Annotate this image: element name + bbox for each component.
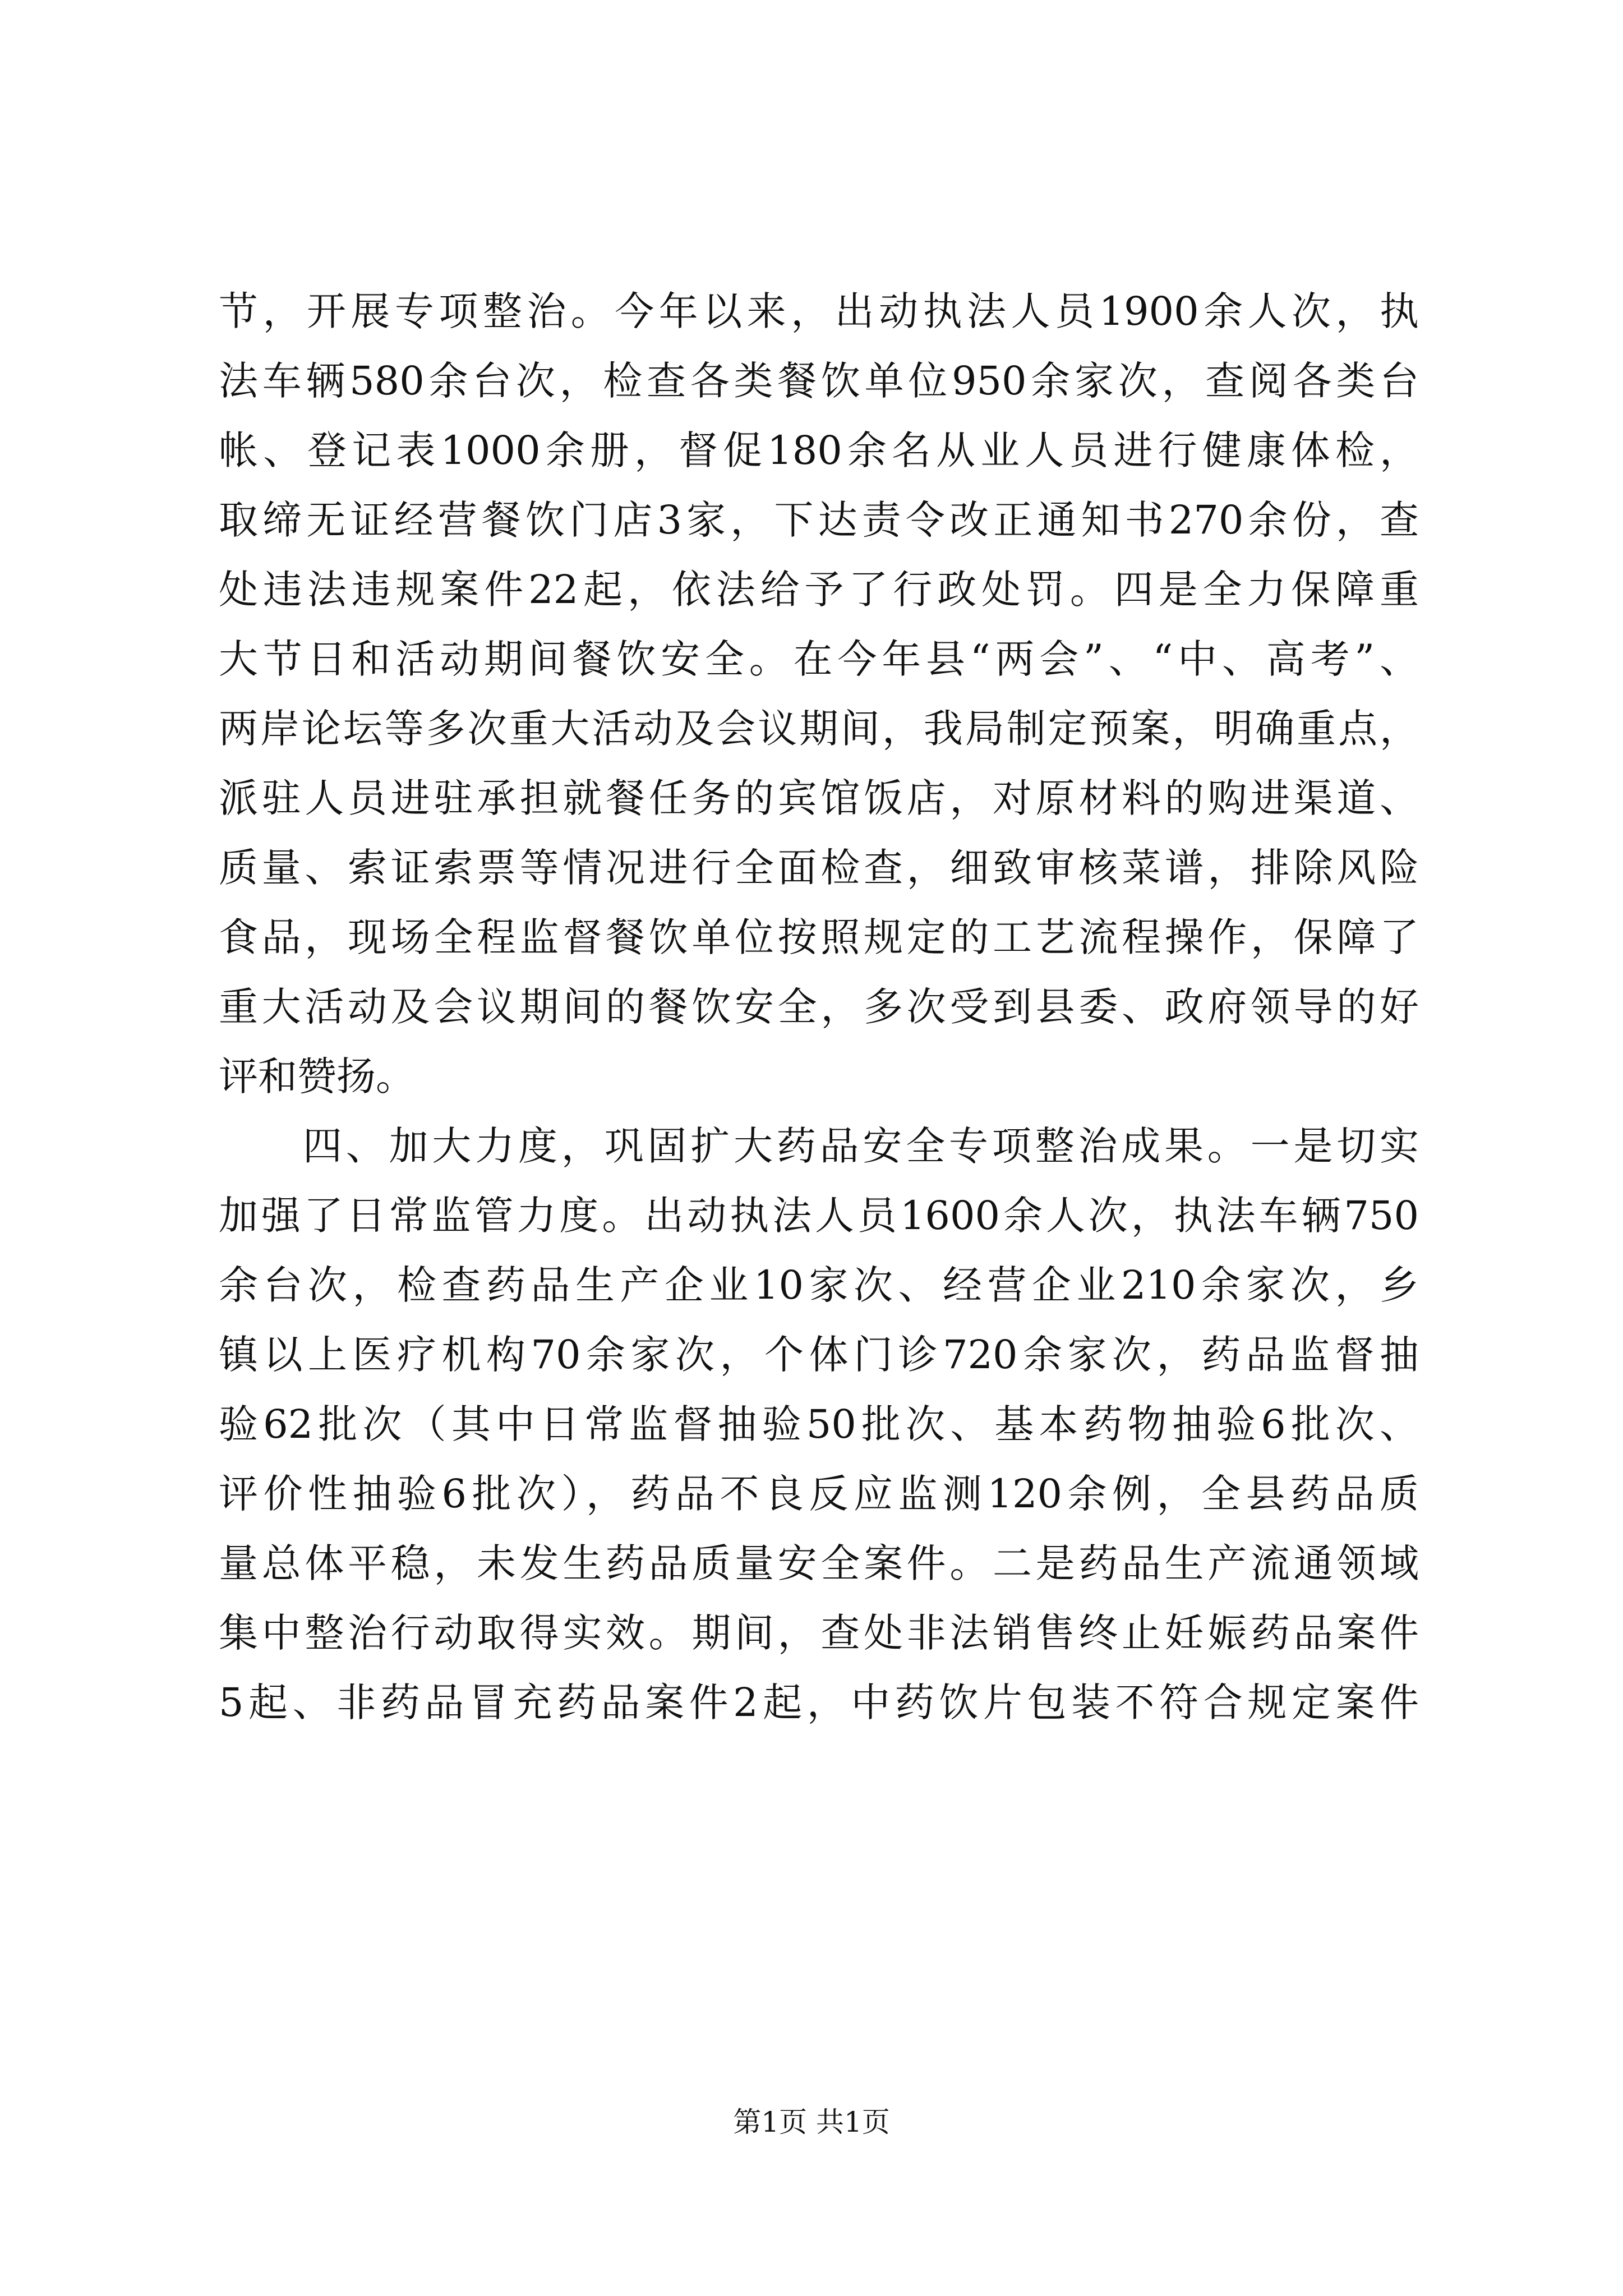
text-line: 取缔无证经营餐饮门店3家，下达责令改正通知书270余份，查 [219,497,1419,543]
text-line: 派驻人员进驻承担就餐任务的宾馆饭店，对原材料的购进渠道、 [219,775,1419,821]
page-footer: 第1页 共1页 [733,2106,890,2138]
text-line: 法车辆580余台次，检查各类餐饮单位950余家次，查阅各类台 [219,358,1419,404]
text-line: 处违法违规案件22起，依法给予了行政处罚。四是全力保障重 [219,567,1419,613]
text-line: 集中整治行动取得实效。期间，查处非法销售终止妊娠药品案件 [219,1610,1419,1656]
text-line: 两岸论坛等多次重大活动及会议期间，我局制定预案，明确重点， [219,706,1419,752]
text-line: 食品，现场全程监督餐饮单位按照规定的工艺流程操作，保障了 [219,914,1419,960]
text-line: 加强了日常监管力度。出动执法人员1600余人次，执法车辆750 [219,1193,1419,1239]
text-line: 大节日和活动期间餐饮安全。在今年县“两会”、“中、高考”、 [219,636,1419,682]
text-line: 帐、登记表1000余册，督促180余名从业人员进行健康体检， [219,427,1419,473]
text-line: 余台次，检查药品生产企业10家次、经营企业210余家次，乡 [219,1262,1419,1308]
text-line: 评价性抽验6批次），药品不良反应监测120余例，全县药品质 [219,1471,1419,1517]
text-line: 节，开展专项整治。今年以来，出动执法人员1900余人次，执 [219,288,1419,334]
paragraph-start-line: 四、加大力度，巩固扩大药品安全专项整治成果。一是切实 [303,1123,1419,1169]
text-line: 重大活动及会议期间的餐饮安全，多次受到县委、政府领导的好 [219,984,1419,1030]
text-line: 验62批次（其中日常监督抽验50批次、基本药物抽验6批次、 [219,1401,1419,1447]
text-line: 5起、非药品冒充药品案件2起，中药饮片包装不符合规定案件 [219,1680,1419,1726]
text-line: 量总体平稳，未发生药品质量安全案件。二是药品生产流通领域 [219,1540,1419,1586]
text-line: 镇以上医疗机构70余家次，个体门诊720余家次，药品监督抽 [219,1332,1419,1378]
text-line: 评和赞扬。 [219,1053,415,1099]
text-line: 质量、索证索票等情况进行全面检查，细致审核菜谱，排除风险 [219,845,1419,891]
